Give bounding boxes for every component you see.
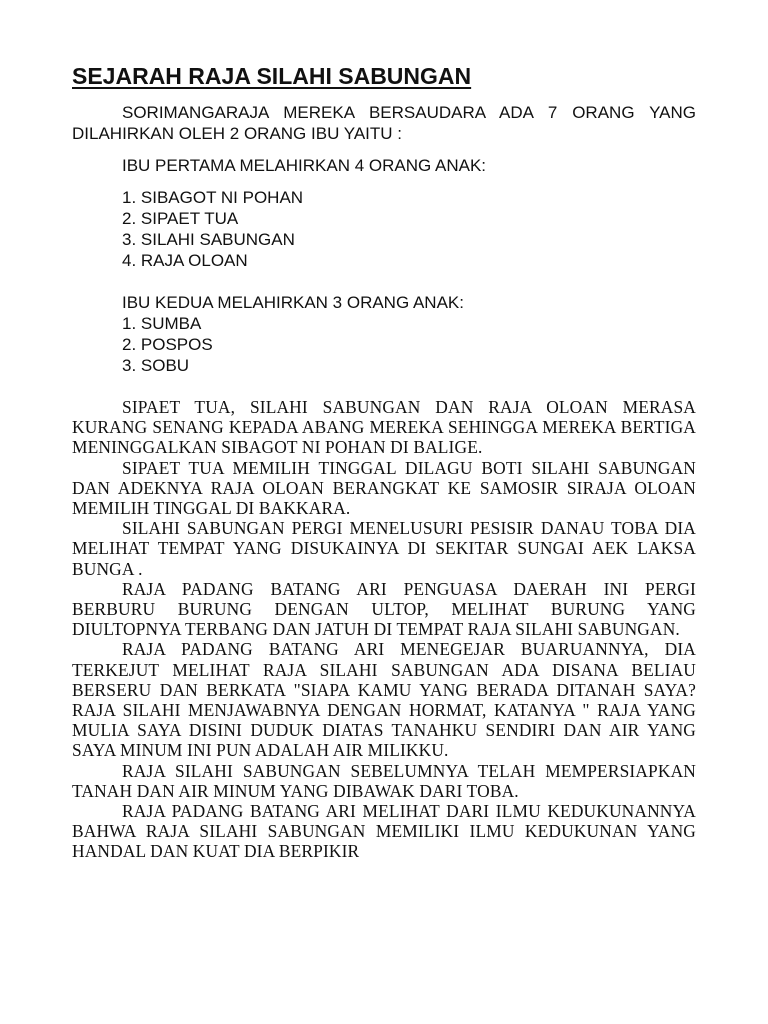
list-item: 2. POSPOS bbox=[122, 335, 213, 354]
story-paragraph: SIPAET TUA MEMILIH TINGGAL DILAGU BOTI SILAHI SABUNGAN DAN ADEKNYA RAJA OLOAN BERANGKAT KE SAMOSIR SIRAJA OLOAN MEMILIH TINGGAL DI BAKKARA. bbox=[72, 457, 696, 519]
story-paragraph: RAJA PADANG BATANG ARI PENGUASA DAERAH INI PERGI BERBURU BURUNG DENGAN ULTOP, MELIHAT BURUNG YANG DIULTOPNYA TERBANG DAN JATUH DI TEMPAT RAJA SILAHI SABUNGAN. bbox=[72, 578, 696, 640]
story-paragraph: SILAHI SABUNGAN PERGI MENELUSURI PESISIR DANAU TOBA DIA MELIHAT TEMPAT YANG DISUKAINYA DI SEKITAR SUNGAI AEK LAKSA BUNGA . bbox=[72, 518, 696, 579]
list-item: 4. RAJA OLOAN bbox=[122, 251, 248, 270]
first-mother-children-list bbox=[122, 187, 696, 271]
story-paragraph: RAJA PADANG BATANG ARI MENEGEJAR BUARUANNYA, DIA TERKEJUT MELIHAT RAJA SILAHI SABUNGAN ADA DISANA BELIAU BERSERU DAN BERKATA "SIAPA KAMU YANG BERADA DITANAH SAYA? RAJA SILAHI MENJAWABNYA DENGAN HORMAT, KATANYA " RAJA YANG MULIA SAYA DISINI DUDUK DIATAS TANAHKU SENDIRI DAN AIR YANG SAYA MINUM INI PUN ADALAH AIR MILIKKU. bbox=[72, 639, 696, 761]
story-paragraph: SIPAET TUA, SILAHI SABUNGAN DAN RAJA OLOAN MERASA KURANG SENANG KEPADA ABANG MEREKA SEHINGGA MEREKA BERTIGA MENINGGALKAN SIBAGOT NI POHAN DI BALIGE. bbox=[72, 397, 696, 458]
first-mother-heading: IBU PERTAMA MELAHIRKAN 4 ORANG ANAK: bbox=[122, 156, 487, 175]
intro-paragraph: SORIMANGARAJA MEREKA BERSAUDARA ADA 7 ORANG YANG DILAHIRKAN OLEH 2 ORANG IBU YAITU : bbox=[72, 103, 696, 143]
second-mother-children-list bbox=[122, 313, 696, 376]
second-mother-heading: IBU KEDUA MELAHIRKAN 3 ORANG ANAK: bbox=[122, 293, 464, 312]
list-item: 2. SIPAET TUA bbox=[122, 209, 239, 228]
spacer bbox=[72, 376, 696, 397]
spacer bbox=[72, 271, 696, 292]
list-item: 1. SIBAGOT NI POHAN bbox=[122, 188, 304, 207]
document-title: SEJARAH RAJA SILAHI SABUNGAN bbox=[72, 63, 472, 89]
story-paragraph: RAJA SILAHI SABUNGAN SEBELUMNYA TELAH MEMPERSIAPKAN TANAH DAN AIR MINUM YANG DIBAWAK DARI TOBA. bbox=[72, 760, 696, 801]
story-body bbox=[72, 397, 696, 862]
list-item: 3. SOBU bbox=[122, 356, 190, 375]
list-item: 1. SUMBA bbox=[122, 314, 202, 333]
story-paragraph: RAJA PADANG BATANG ARI MELIHAT DARI ILMU KEDUKUNANNYA BAHWA RAJA SILAHI SABUNGAN MEMILIKI ILMU KEDUKUNAN YANG HANDAL DAN KUAT DIA BERPIKIR bbox=[72, 801, 696, 862]
list-item: 3. SILAHI SABUNGAN bbox=[122, 230, 295, 249]
